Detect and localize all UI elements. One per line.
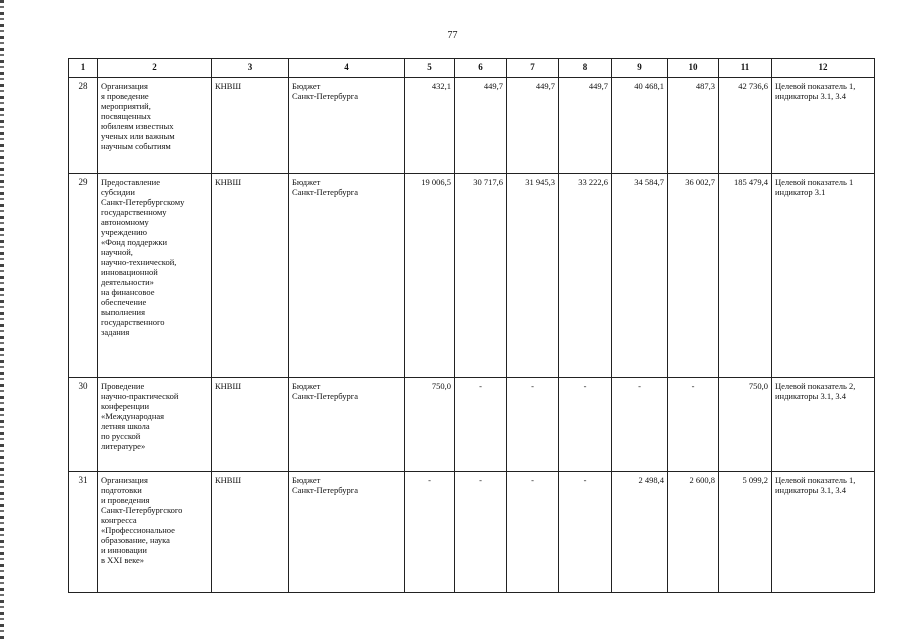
funding-source <box>289 472 405 593</box>
value-col9: 34 584,7 <box>612 174 668 378</box>
row-number: 29 <box>69 174 98 378</box>
value-col8: - <box>559 472 612 593</box>
table-row <box>69 78 875 174</box>
header-row <box>69 59 875 78</box>
value-col7: 449,7 <box>507 78 559 174</box>
page-number: 77 <box>447 30 458 41</box>
activity-name <box>98 78 212 174</box>
row-number: 31 <box>69 472 98 593</box>
row-number: 30 <box>69 378 98 472</box>
executor: КНВШ <box>212 174 289 378</box>
target-indicator <box>772 78 875 174</box>
value-total: 185 479,4 <box>719 174 772 378</box>
target-indicator-text: Целевой показатель 1 индикатор 3.1 <box>775 177 854 198</box>
value-col10: - <box>668 378 719 472</box>
executor: КНВШ <box>212 378 289 472</box>
value-col6: - <box>455 472 507 593</box>
table-row <box>69 174 875 378</box>
column-header: 4 <box>289 59 405 78</box>
value-col5: 432,1 <box>405 78 455 174</box>
value-col8: 33 222,6 <box>559 174 612 378</box>
value-col9: 2 498,4 <box>612 472 668 593</box>
value-col8: - <box>559 378 612 472</box>
target-indicator <box>772 174 875 378</box>
value-col9: - <box>612 378 668 472</box>
value-col6: - <box>455 378 507 472</box>
value-col6: 449,7 <box>455 78 507 174</box>
funding-source <box>289 378 405 472</box>
value-total: 42 736,6 <box>719 78 772 174</box>
table-row <box>69 472 875 593</box>
value-col5: 750,0 <box>405 378 455 472</box>
value-col10: 487,3 <box>668 78 719 174</box>
funding-source <box>289 78 405 174</box>
column-header: 12 <box>772 59 875 78</box>
value-col8: 449,7 <box>559 78 612 174</box>
funding-source <box>289 174 405 378</box>
target-indicator <box>772 472 875 593</box>
column-header: 9 <box>612 59 668 78</box>
activity-name-text: Проведение научно-практической конференции «Международная летняя школа по русской литературе» <box>101 381 179 452</box>
executor: КНВШ <box>212 78 289 174</box>
value-col7: - <box>507 378 559 472</box>
value-col5: 19 006,5 <box>405 174 455 378</box>
column-header: 8 <box>559 59 612 78</box>
value-col5: - <box>405 472 455 593</box>
row-number: 28 <box>69 78 98 174</box>
column-header: 5 <box>405 59 455 78</box>
target-indicator-text: Целевой показатель 2, индикаторы 3.1, 3.4 <box>775 381 856 402</box>
activity-name <box>98 378 212 472</box>
column-header: 7 <box>507 59 559 78</box>
funding-source-text: Бюджет Санкт-Петербурга <box>292 177 358 198</box>
target-indicator <box>772 378 875 472</box>
funding-source-text: Бюджет Санкт-Петербурга <box>292 81 358 102</box>
column-header: 2 <box>98 59 212 78</box>
funding-source-text: Бюджет Санкт-Петербурга <box>292 475 358 496</box>
activity-name <box>98 472 212 593</box>
target-indicator-text: Целевой показатель 1, индикаторы 3.1, 3.4 <box>775 81 856 102</box>
activity-name-text: Организация подготовки и проведения Санкт-Петербургского конгресса «Профессиональное образование, наука и инновации в XXI веке» <box>101 475 183 566</box>
column-header: 6 <box>455 59 507 78</box>
value-total: 750,0 <box>719 378 772 472</box>
table-row <box>69 378 875 472</box>
value-col9: 40 468,1 <box>612 78 668 174</box>
value-col7: - <box>507 472 559 593</box>
activity-name-text: Организация я проведение мероприятий, посвященных юбилеям известных ученых или важным научным событиям <box>101 81 175 152</box>
target-indicator-text: Целевой показатель 1, индикаторы 3.1, 3.4 <box>775 475 856 496</box>
value-col6: 30 717,6 <box>455 174 507 378</box>
activity-name-text: Предоставление субсидии Санкт-Петербургскому государственному автономному учреждению «Фонд поддержки научной, научно-технической, инновационной деятельности» на финансовое обеспечение выполнения государственного задания <box>101 177 185 338</box>
column-header: 11 <box>719 59 772 78</box>
value-col7: 31 945,3 <box>507 174 559 378</box>
program-table <box>68 58 875 593</box>
value-total: 5 099,2 <box>719 472 772 593</box>
value-col10: 2 600,8 <box>668 472 719 593</box>
column-header: 10 <box>668 59 719 78</box>
funding-source-text: Бюджет Санкт-Петербурга <box>292 381 358 402</box>
value-col10: 36 002,7 <box>668 174 719 378</box>
activity-name <box>98 174 212 378</box>
column-header: 1 <box>69 59 98 78</box>
column-header: 3 <box>212 59 289 78</box>
executor: КНВШ <box>212 472 289 593</box>
scan-edge-artifact <box>0 0 4 640</box>
